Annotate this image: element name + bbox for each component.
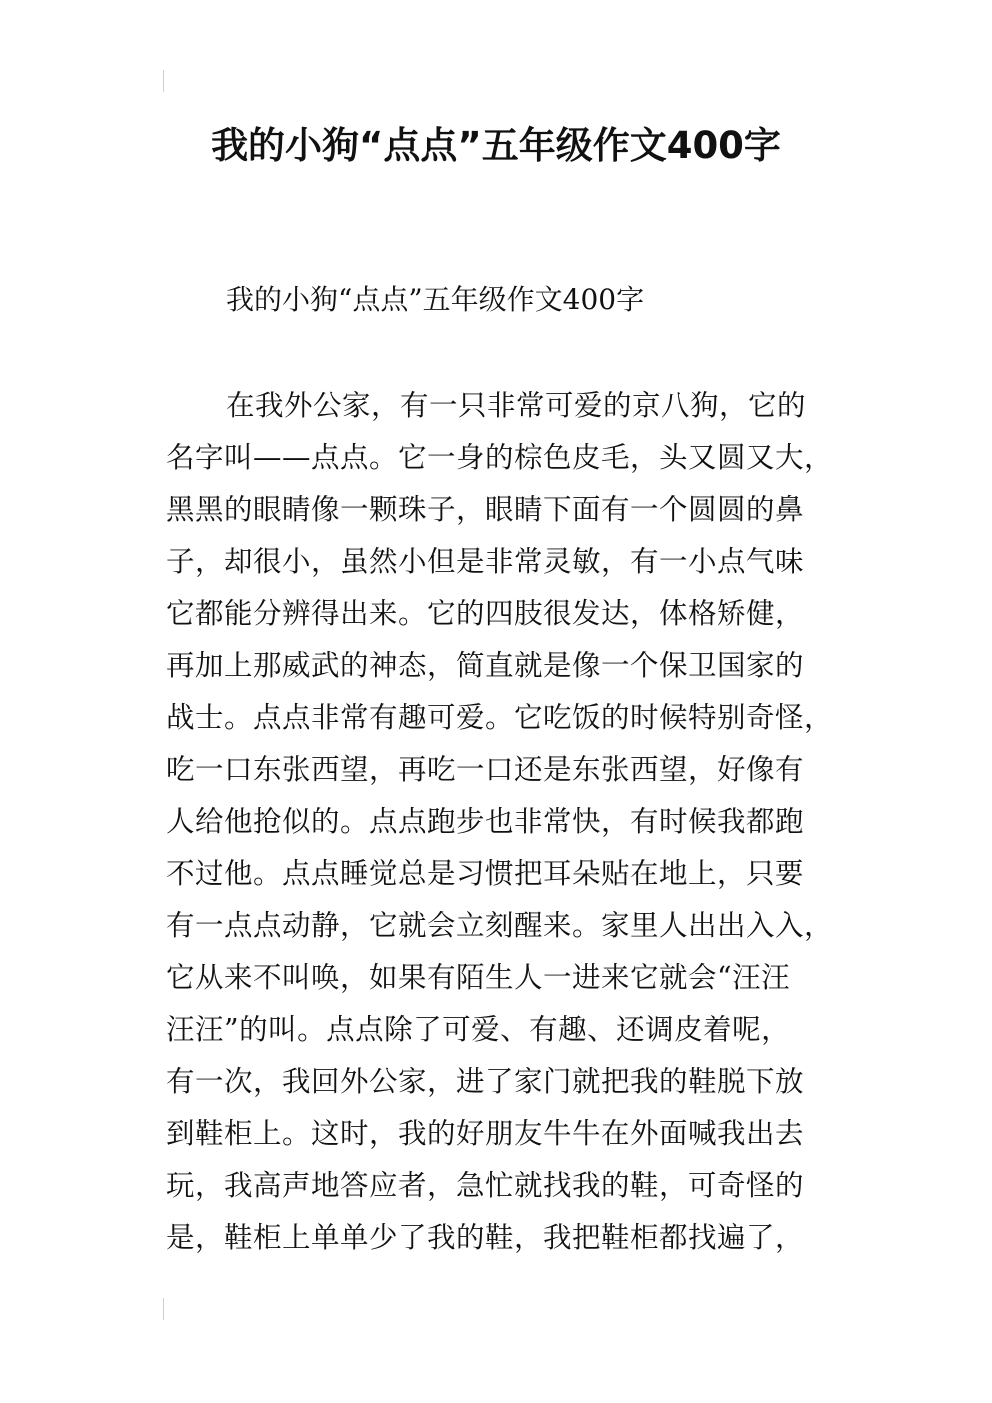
essay-line: 战士。点点非常有趣可爱。它吃饭的时候特别奇怪， [166, 701, 834, 734]
essay-line: 子，却很小，虽然小但是非常灵敏，有一小点气味 [166, 545, 805, 578]
document-title: 我的小狗“点点”五年级作文400字 [211, 124, 781, 167]
essay-line: 吃一口东张西望，再吃一口还是东张西望，好像有 [166, 753, 805, 786]
essay-line: 有一次，我回外公家，进了家门就把我的鞋脱下放 [166, 1065, 805, 1098]
essay-line: 不过他。点点睡觉总是习惯把耳朵贴在地上，只要 [166, 857, 805, 890]
essay-line: 名字叫——点点。它一身的棕色皮毛，头又圆又大， [166, 441, 834, 474]
essay-line: 它从来不叫唤，如果有陌生人一进来它就会“汪汪 [166, 961, 791, 994]
page-corner-mark-bottom [163, 1298, 164, 1320]
essay-line: 到鞋柜上。这时，我的好朋友牛牛在外面喊我出去 [166, 1117, 805, 1150]
essay-line: 是，鞋柜上单单少了我的鞋，我把鞋柜都找遍了， [166, 1221, 805, 1254]
essay-line: 人给他抢似的。点点跑步也非常快，有时候我都跑 [166, 805, 805, 838]
document-subtitle: 我的小狗“点点”五年级作文400字 [226, 283, 645, 316]
essay-line: 有一点点动静，它就会立刻醒来。家里人出出入入， [166, 909, 834, 942]
page-corner-mark-top [163, 70, 164, 92]
essay-line: 黑黑的眼睛像一颗珠子，眼睛下面有一个圆圆的鼻 [166, 493, 805, 526]
essay-line: 玩，我高声地答应者，急忙就找我的鞋，可奇怪的 [166, 1169, 805, 1202]
essay-line: 它都能分辨得出来。它的四肢很发达，体格矫健， [166, 597, 805, 630]
essay-line: 汪汪”的叫。点点除了可爱、有趣、还调皮着呢， [166, 1013, 791, 1046]
essay-line: 在我外公家，有一只非常可爱的京八狗，它的 [226, 389, 807, 422]
essay-line: 再加上那威武的神态，简直就是像一个保卫国家的 [166, 649, 805, 682]
essay-body [166, 380, 834, 1264]
